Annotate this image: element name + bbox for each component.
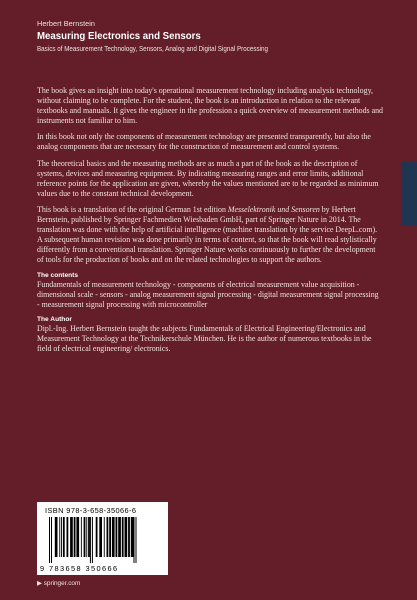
publisher-website: ▶ springer.com — [37, 580, 81, 587]
book-subtitle: Basics of Measurement Technology, Sensors, Analog and Digital Signal Processing — [37, 44, 269, 53]
barcode-bars — [45, 517, 160, 563]
paragraph-translation — [37, 205, 383, 266]
cover-header — [37, 19, 382, 53]
isbn-label: ISBN 978-3-658-35066-6 — [45, 506, 137, 515]
barcode — [37, 502, 168, 575]
translation-text-end: by Herbert Bernstein, published by Springer Fachmedien Wiesbaden GmbH, part of Springer Nature in 2014. The translation was done with the help of artificial intelligence (machine translation by the service DeepL.com). A subsequent human revision was done primarily in terms of content, so that the book will read stylistically differently from a conventional translation. Springer Nature works continuously to further the development of tools for the production of books and on the related technologies to support the authors. — [37, 204, 378, 265]
contents-heading: The contents — [37, 271, 79, 279]
author-heading: The Author — [37, 315, 72, 323]
original-title: Messelektronik und Sensoren — [227, 204, 320, 214]
paragraph-basics: The theoretical basics and the measuring methods are as much a part of the book as the description of systems, devices and measuring equipment. By indicating measuring ranges and error limits, additional reference points for the application are given, whereby the values mentioned are to be regarded as minimum values due to the constant technical development. — [37, 158, 379, 198]
paragraph-intro: The book gives an insight into today's operational measurement technology including analysis technology, without claiming to be complete. For the student, the book is an introduction in relation to the relevant textbooks and manuals. It gives the engineer in the profession a quick overview of measurement methods and instruments not familiar to him. — [37, 86, 383, 126]
book-title: Measuring Electronics and Sensors — [37, 31, 201, 42]
paragraph-components: In this book not only the components of measurement technology are presented transparently, but also the analog components that are necessary for the construction of measurement and control systems. — [37, 132, 371, 152]
edge-color-tab — [401, 162, 417, 226]
translation-text-start: This book is a translation of the original German 1st edition — [37, 204, 228, 214]
contents-text: Fundamentals of measurement technology - components of electrical measurement value acquisition - dimensional scale - sensors - analog measurement signal processing - digital measurement signal processing - measurement signal processing with microcontroller — [37, 279, 379, 309]
barcode-digits: 9 783658 350666 — [40, 564, 119, 573]
author-name: Herbert Bernstein — [37, 19, 96, 28]
author-bio: Dipl.-Ing. Herbert Bernstein taught the subjects Fundamentals of Electrical Engineering/Electronics and Measurement Technology at the Technikerschule München. He is the author of numerous textbooks in the field of electrical engineering/ electronics. — [37, 323, 372, 353]
back-cover-text — [37, 86, 383, 360]
